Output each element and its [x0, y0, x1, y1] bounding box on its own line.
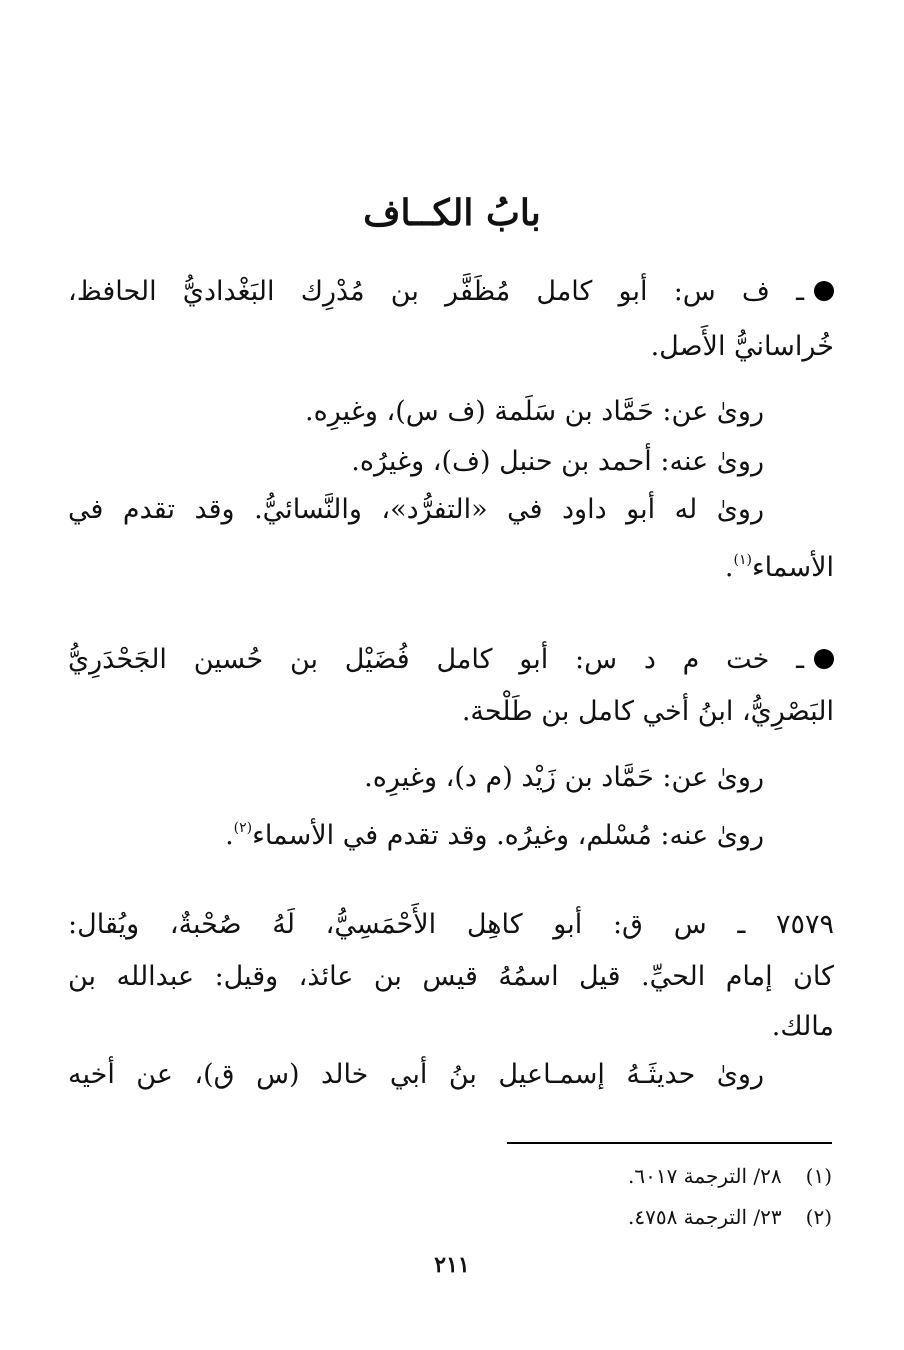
- bullet-icon: [814, 649, 834, 669]
- footnote-1: (١)٢٨/ الترجمة ٦٠١٧.: [627, 1164, 832, 1188]
- entry1-line1: ـ ف س: أبو كامل مُظَفَّر بن مُدْرِك البَغْداديُّ الحافظ،: [68, 272, 834, 312]
- entry1-line2: خُراسانيُّ الأَصل.: [650, 331, 834, 362]
- entry1-reported-line1: رویٰ له أبو داود في «التفرُّد»، والنَّسائيُّ. وقد تقدم في: [68, 494, 764, 525]
- entry2-narrated-by: رویٰ عنه: مُسْلم، وغيرُه. وقد تقدم في الأسماء$^{(٢)}$.: [225, 820, 764, 851]
- page-number: ٢١١: [434, 1252, 470, 1278]
- footnote-2: (٢)٢٣/ الترجمة ٤٧٥٨.: [627, 1205, 832, 1229]
- entry3-line1: ٧٥٧٩ ـ س ق: أبو كاهِل الأَحْمَسِيُّ، لَهُ صُحْبةٌ، ويُقال:: [68, 909, 834, 940]
- entry3-line4: رویٰ حديثَـهُ إسمـاعيل بنُ أبي خالد (س ق)، عن أخيه: [68, 1059, 764, 1090]
- footnote-marker: (٢): [233, 820, 253, 836]
- entry2-line1: ـ خت م د س: أبو كامل فُضَيْل بن حُسين الجَحْدَرِيُّ: [68, 640, 834, 680]
- entry1-narrated-by: رویٰ عنه: أحمد بن حنبل (ف)، وغيرُه.: [351, 446, 764, 477]
- footnote-marker: (١): [733, 552, 752, 568]
- entry1-narrated-from: رویٰ عن: حَمَّاد بن سَلَمة (ف س)، وغيرِه.: [305, 396, 764, 427]
- entry1-reported-line2: الأسماء$^{(١)}$.: [724, 552, 834, 583]
- entry3-line2: كان إمام الحيِّ. قيل اسمُهُ قيس بن عائذ، وقيل: عبدالله بن: [68, 961, 834, 992]
- entry3-line3: مالك.: [771, 1011, 834, 1042]
- entry2-narrated-from: رویٰ عن: حَمَّاد بن زَيْد (م د)، وغيرِه.: [364, 762, 764, 793]
- entry2-line2: البَصْرِيُّ، ابنُ أخي كامل بن طَلْحة.: [461, 696, 834, 727]
- bullet-icon: [814, 281, 834, 301]
- footnote-divider: [507, 1142, 832, 1144]
- chapter-title: بابُ الكــاف: [363, 192, 541, 234]
